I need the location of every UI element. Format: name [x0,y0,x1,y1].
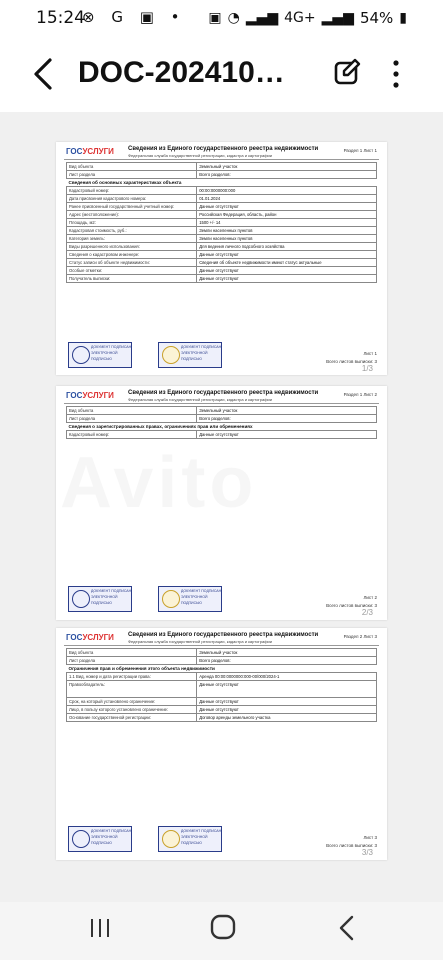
document-title: DOC-202410… [78,56,285,89]
table-value: Данные отсутствуют [197,698,377,706]
stamp-text: ПОДПИСЬЮ [91,841,112,845]
notification-icons: ⊗ G ▣ • [82,8,186,26]
stamp-text: ДОКУМЕНТ ПОДПИСАН [181,829,222,833]
page-header-subtitle: Федеральная служба государственной регистрации, кадастра и картографии [128,639,272,644]
section-heading-row [67,179,377,187]
emblem-icon [72,830,90,848]
table-key: Кадастровый номер: [67,187,197,195]
table-row [67,171,377,179]
document-viewer[interactable] [0,112,443,902]
table-key: Кадастровая стоимость, руб.: [67,227,197,235]
section-label: Раздел 2 Лист 3 [343,634,377,639]
table-row [67,681,377,698]
more-vert-icon[interactable] [388,58,404,90]
table-key: Лист раздела [67,171,197,179]
table-row [67,219,377,227]
table-value: Сведения об объекте недвижимости имеют статус актуальные [197,259,377,267]
table-value: Российская Федерация, область, район [197,211,377,219]
stamp-text: ЭЛЕКТРОННОЙ [181,595,208,599]
table-value: Земельный участок [197,649,377,657]
gosuslugi-logo: ГОСУСЛУГИ [66,633,114,642]
table-key: Лист раздела [67,657,197,665]
sheet-total: Всего листов выписки: 3 [326,603,377,608]
table-value: Данные отсутствуют [197,251,377,259]
table-key: Лицо, в пользу которого установлено ограничение: [67,706,197,714]
e-signature-stamp-rosreestr [158,586,222,612]
table-value: Данные отсутствуют [197,431,377,439]
battery-percent: 54% [359,9,394,27]
document-page-2 [56,386,387,620]
stamp-text: ДОКУМЕНТ ПОДПИСАН [91,589,132,593]
page-number: 2/3 [361,608,373,617]
sheet-label: Лист 1 [363,351,377,356]
table-key: Статус записи об объекте недвижимости: [67,259,197,267]
sheet-total: Всего листов выписки: 3 [326,843,377,848]
rights-table [66,406,377,439]
gosuslugi-logo: ГОСУСЛУГИ [66,391,114,400]
battery-icon: ▮ [399,10,407,26]
table-key: Основание государственной регистрации: [67,714,197,722]
page-header-title: Сведения из Единого государственного реестра недвижимости [128,632,319,638]
app-bar [0,36,443,112]
table-row [67,187,377,195]
table-value: Всего разделов: [197,171,377,179]
stamp-text: ЭЛЕКТРОННОЙ [91,595,118,599]
e-signature-stamp [68,826,132,852]
page-number: 3/3 [361,848,373,857]
alarm-icon: ▣ [208,10,222,26]
table-row [67,195,377,203]
table-key: Категория земель: [67,235,197,243]
e-signature-stamp [68,586,132,612]
page-header-subtitle: Федеральная служба государственной регистрации, кадастра и картографии [128,397,272,402]
edit-icon[interactable] [333,58,361,86]
stamp-text: ДОКУМЕНТ ПОДПИСАН [181,345,222,349]
section-heading: Сведения об основных характеристиках объекта [67,179,377,187]
table-value: Договор аренды земельного участка [197,714,377,722]
divider [64,159,379,160]
gosuslugi-logo: ГОСУСЛУГИ [66,147,114,156]
table-value: Земли населенных пунктов [197,227,377,235]
table-value: Данные отсутствуют [197,706,377,714]
encumbrance-table [66,648,377,722]
table-value: 00:00:0000000:000 [197,187,377,195]
back-nav-icon[interactable] [336,914,358,942]
table-value: Для ведения личного подсобного хозяйства [197,243,377,251]
stamp-text: ПОДПИСЬЮ [181,841,202,845]
table-value: Земельный участок [197,163,377,171]
network-type: 4G+ [284,10,316,26]
table-row [67,211,377,219]
table-row [67,407,377,415]
table-row [67,259,377,267]
stamp-text: ПОДПИСЬЮ [91,601,112,605]
table-row [67,203,377,211]
section-heading-row [67,665,377,673]
section-label: Раздел 1 Лист 1 [343,148,377,153]
table-row [67,714,377,722]
table-key: Особые отметки: [67,267,197,275]
stamp-text: ЭЛЕКТРОННОЙ [181,835,208,839]
navigation-bar [0,902,443,960]
emblem-icon [72,346,90,364]
table-row [67,275,377,283]
table-value: Всего разделов: [197,415,377,423]
stamp-text: ЭЛЕКТРОННОЙ [181,351,208,355]
table-row [67,706,377,714]
stamp-text: ДОКУМЕНТ ПОДПИСАН [91,345,132,349]
sheet-label: Лист 3 [363,835,377,840]
table-value: Земельный участок [197,407,377,415]
table-row [67,649,377,657]
document-page-1 [56,142,387,375]
emblem-icon [72,590,90,608]
table-row [67,251,377,259]
recents-icon[interactable] [88,916,112,940]
status-bar [0,0,443,36]
system-icons [208,9,407,27]
table-key: Ранее присвоенный государственный учетный номер: [67,203,197,211]
table-key: Вид объекта [67,649,197,657]
document-page-3 [56,628,387,860]
table-key: Виды разрешенного использования: [67,243,197,251]
table-row [67,431,377,439]
stamp-text: ЭЛЕКТРОННОЙ [91,835,118,839]
status-time: 15:24 [36,8,85,28]
back-arrow-icon[interactable] [30,56,60,92]
section-heading-row [67,423,377,431]
stamp-text: ПОДПИСЬЮ [91,357,112,361]
table-value: Данные отсутствуют [197,267,377,275]
table-row [67,415,377,423]
emblem-icon [162,830,180,848]
page-header-title: Сведения из Единого государственного реестра недвижимости [128,146,319,152]
table-key: Площадь, м2: [67,219,197,227]
table-row [67,267,377,275]
table-key: Срок, на который установлено ограничение: [67,698,197,706]
signal-icon: ▂▄▆ [245,10,279,26]
table-key: Получатель выписки: [67,275,197,283]
section-heading: Сведения о зарегистрированных правах, ограничениях прав или обременениях [67,423,377,431]
stamp-text: ЭЛЕКТРОННОЙ [91,351,118,355]
page-header-title: Сведения из Единого государственного реестра недвижимости [128,390,319,396]
table-key: Адрес (местоположение): [67,211,197,219]
signal-icon-2: ▂▄▆ [321,10,354,26]
table-row [67,657,377,665]
wifi-icon: ◔ [227,10,240,26]
table-value: Данные отсутствуют [197,203,377,211]
table-row [67,163,377,171]
stamp-text: ДОКУМЕНТ ПОДПИСАН [181,589,222,593]
page-header-subtitle: Федеральная служба государственной регистрации, кадастра и картографии [128,153,272,158]
section-heading: Ограничения прав и обременения этого объекта недвижимости [67,665,377,673]
stamp-text: ПОДПИСЬЮ [181,357,202,361]
section-label: Раздел 1 Лист 2 [343,392,377,397]
table-value: 1500 +/- 14 [197,219,377,227]
table-key: Вид объекта [67,407,197,415]
table-key: Лист раздела [67,415,197,423]
stamp-text: ДОКУМЕНТ ПОДПИСАН [91,829,132,833]
home-icon[interactable] [210,914,236,940]
table-value: Аренда 00:00:0000000:000-00/000/2024-1 [197,673,377,681]
emblem-icon [162,346,180,364]
table-value: Данные отсутствуют [197,275,377,283]
table-key: Сведения о кадастровом инженере: [67,251,197,259]
sheet-total: Всего листов выписки: 3 [326,359,377,364]
e-signature-stamp-rosreestr [158,342,222,368]
stamp-text: ПОДПИСЬЮ [181,601,202,605]
table-key: Кадастровый номер: [67,431,197,439]
e-signature-stamp [68,342,132,368]
table-key: 1.1 Вид, номер и дата регистрации права: [67,673,197,681]
table-key: Вид объекта [67,163,197,171]
table-row [67,673,377,681]
table-row [67,235,377,243]
emblem-icon [162,590,180,608]
table-value: Земли населенных пунктов [197,235,377,243]
table-row [67,227,377,235]
table-row [67,698,377,706]
table-key: Правообладатель: [67,681,197,698]
table-row [67,243,377,251]
page-number: 1/3 [361,364,373,373]
divider [64,403,379,404]
sheet-label: Лист 2 [363,595,377,600]
table-key: Дата присвоения кадастрового номера: [67,195,197,203]
table-value: 01.01.2024 [197,195,377,203]
table-value: Всего разделов: [197,657,377,665]
table-value: Данные отсутствуют [197,681,377,698]
object-info-table [66,162,377,283]
e-signature-stamp-rosreestr [158,826,222,852]
divider [64,645,379,646]
